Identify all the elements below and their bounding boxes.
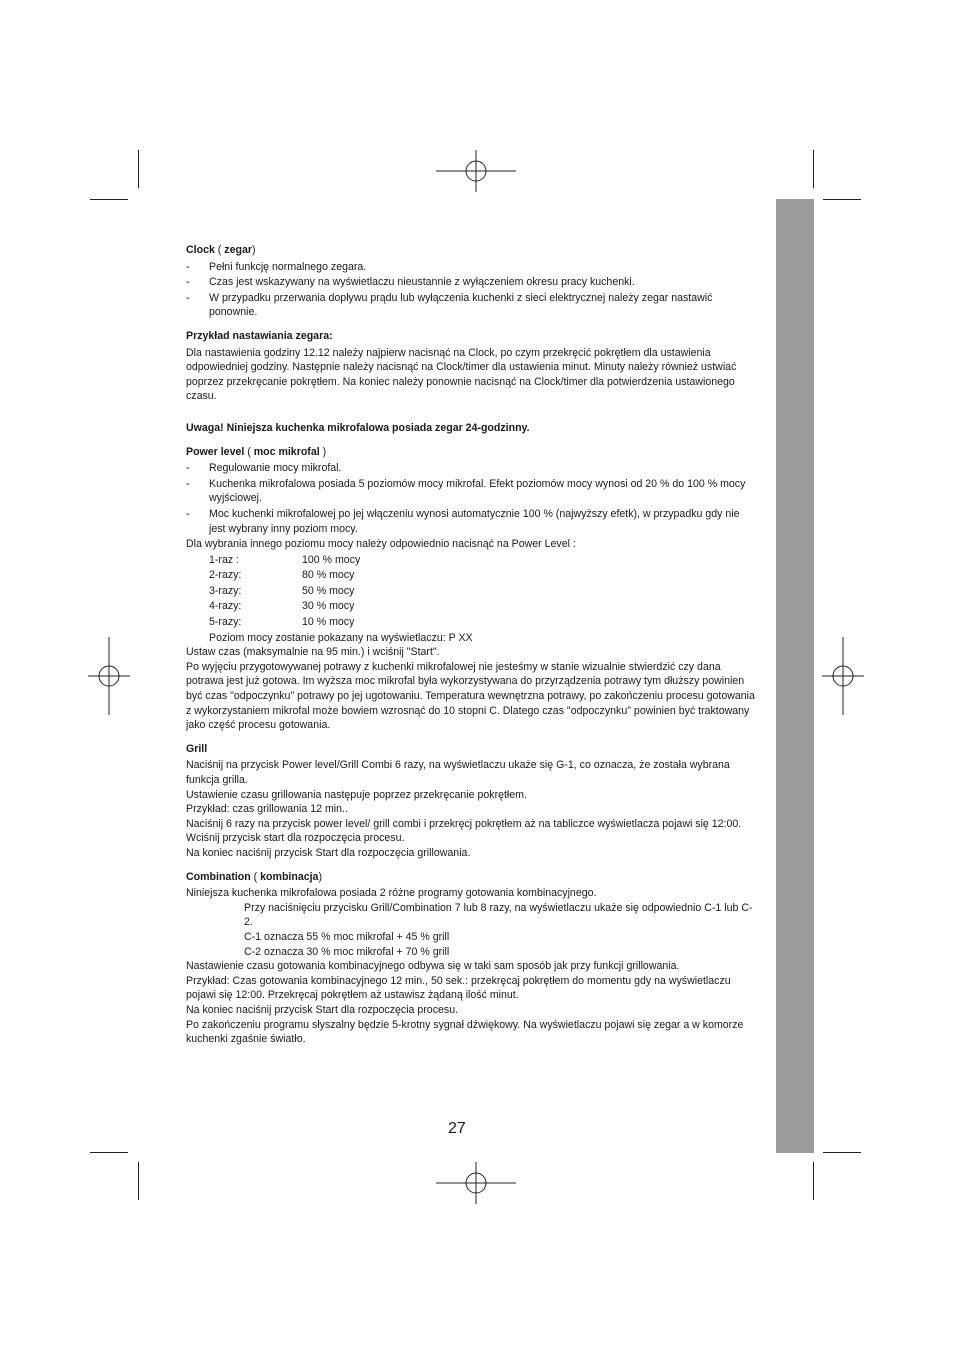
power-level-row: 3-razy: 50 % mocy — [209, 584, 355, 597]
crop-mark — [90, 199, 128, 200]
power-display-note: Poziom mocy zostanie pokazany na wyświetlaczu: P XX — [209, 631, 473, 644]
registration-mark-right — [822, 637, 864, 715]
power-level-row: 5-razy: 10 % mocy — [209, 616, 355, 629]
power-level-row: 2-razy: 80 % mocy — [209, 569, 355, 582]
crop-mark — [813, 1162, 814, 1200]
list-item: - Moc kuchenki mikrofalowej po jej włączeniu wynosi automatycznie 100 % (najwyższy efetk), w przypadku gdy nie jest wybrany inny poziom mocy. — [186, 507, 740, 535]
grill-heading: Grill — [186, 742, 208, 755]
registration-mark-left — [88, 637, 130, 715]
power-level-row: 4-razy: 30 % mocy — [209, 600, 355, 613]
grill-line: Naciśnij 6 razy na przycisk power level/ grill combi i przekręcj pokrętłem aż na tabliczce wyświetlacza pojawi się 12:00. Wciśnij przycisk start dla rozpoczęcia procesu. — [186, 817, 742, 845]
side-tab — [776, 199, 814, 1153]
crop-mark — [90, 1152, 128, 1153]
power-level-row: 1-raz : 100 % mocy — [209, 553, 361, 566]
list-item: - W przypadku przerwania dopływu prądu lub wyłączenia kuchenki z sieci elektrycznej należy zegar nastawić ponownie. — [186, 291, 713, 319]
registration-mark-bottom — [436, 1162, 516, 1204]
grill-line: Na koniec naciśnij przycisk Start dla rozpoczęcia grillowania. — [186, 846, 471, 859]
combination-indented: Przy naciśnięciu przycisku Grill/Combination 7 lub 8 razy, na wyświetlaczu ukaże się odpowiednio C-1 lub C-2. — [244, 901, 753, 929]
combination-indented: C-1 oznacza 55 % moc mikrofal + 45 % grill — [244, 930, 450, 943]
page-number: 27 — [448, 1120, 466, 1137]
list-item: - Kuchenka mikrofalowa posiada 5 poziomów mocy mikrofal. Efekt poziomów mocy wynosi od 20 % do 100 % mocy wyjściowej. — [186, 477, 746, 505]
crop-mark — [138, 1162, 139, 1200]
crop-mark — [823, 1152, 861, 1153]
crop-mark — [823, 199, 861, 200]
clock-heading: Clock ( zegar) — [186, 244, 256, 256]
grill-line: Przykład: czas grillowania 12 min.. — [186, 803, 348, 816]
grill-line: Ustawienie czasu grillowania następuje poprzez przekręcanie pokrętłem. — [186, 788, 527, 801]
clock-example-heading: Przykład nastawiania zegara: — [186, 329, 333, 342]
power-time-line: Ustaw czas (maksymalnie na 95 min.) i wciśnij "Start". — [186, 646, 440, 659]
list-item: - Regulowanie mocy mikrofal. — [186, 462, 342, 475]
combination-intro: Niniejsza kuchenka mikrofalowa posiada 2 różne programy gotowania kombinacyjnego. — [186, 887, 597, 900]
combination-line: Przykład: Czas gotowania kombinacyjnego 12 min., 50 sek.: przekręcaj pokrętłem do momentu gdy na wyświetlaczu pojawi się 12:00. Przekręcaj pokrętłem aż ustawisz żądaną ilość minut. — [186, 974, 731, 1002]
combination-line: Nastawienie czasu gotowania kombinacyjnego odbywa się w taki sam sposób jak przy funkcji grillowania. — [186, 960, 680, 973]
combination-line: Po zakończeniu programu słyszalny będzie 5-krotny sygnał dźwiękowy. Na wyświetlaczu pojawi się zegar a w komorze kuchenki zgaśnie światło. — [186, 1018, 744, 1046]
clock-note: Uwaga! Niniejsza kuchenka mikrofalowa posiada zegar 24-godzinny. — [186, 421, 530, 434]
clock-example-text: Dla nastawienia godziny 12.12 należy najpierw nacisnąć na Clock, po czym przekręcić pokrętłem dla ustawienia odpowiedniej godziny. Następnie należy nacisnąć na Clock/timer dla ustawienia minut. Minuty należy również ustwiać poprzez przekręcanie pokrętłem. Na koniec należy ponownie nacisnąć na Clock/timer dla potwierdzenia ustawionego czasu. — [186, 346, 737, 403]
registration-mark-top — [436, 150, 516, 192]
manual-content — [186, 243, 758, 1047]
power-rest-text: Po wyjęciu przygotowywanej potrawy z kuchenki mikrofalowej nie jesteśmy w stanie wizualnie stwierdzić czy dana potrawa jest już gotowa. Im wyższa moc mikrofal była wykorzystywana do przyrządzenia potrawy tym dłuższy powinien być czas "odpoczynku" potrawy po jej ugotowaniu. Temperatura wewnętrzna potrawy, po zakończeniu procesu gotowania z wykorzystaniem mikrofal może bowiem wzrosnąć do 10 stopni C. Dlatego czas "odpoczynku" powinien być traktowany jako część procesu gotowania. — [186, 660, 755, 732]
crop-mark — [813, 150, 814, 188]
grill-line: Naciśnij na przycisk Power level/Grill Combi 6 razy, na wyświetlaczu ukaże się G-1, co oznacza, że została wybrana funkcja grilla. — [186, 759, 730, 786]
list-item: - Pełni funkcję normalnego zegara. — [186, 260, 367, 273]
crop-mark — [138, 150, 139, 188]
list-item: - Czas jest wskazywany na wyświetlaczu nieustannie z wyłączeniem okresu pracy kuchenki. — [186, 276, 635, 289]
combination-indented: C-2 oznacza 30 % moc mikrofal + 70 % grill — [244, 945, 450, 958]
combination-heading: Combination ( kombinacja) — [186, 870, 322, 883]
power-heading: Power level ( moc mikrofal ) — [186, 445, 327, 458]
combination-line: Na koniec naciśnij przycisk Start dla rozpoczęcia procesu. — [186, 1003, 459, 1016]
power-intro: Dla wybrania innego poziomu mocy należy odpowiednio nacisnąć na Power Level : — [186, 538, 576, 551]
